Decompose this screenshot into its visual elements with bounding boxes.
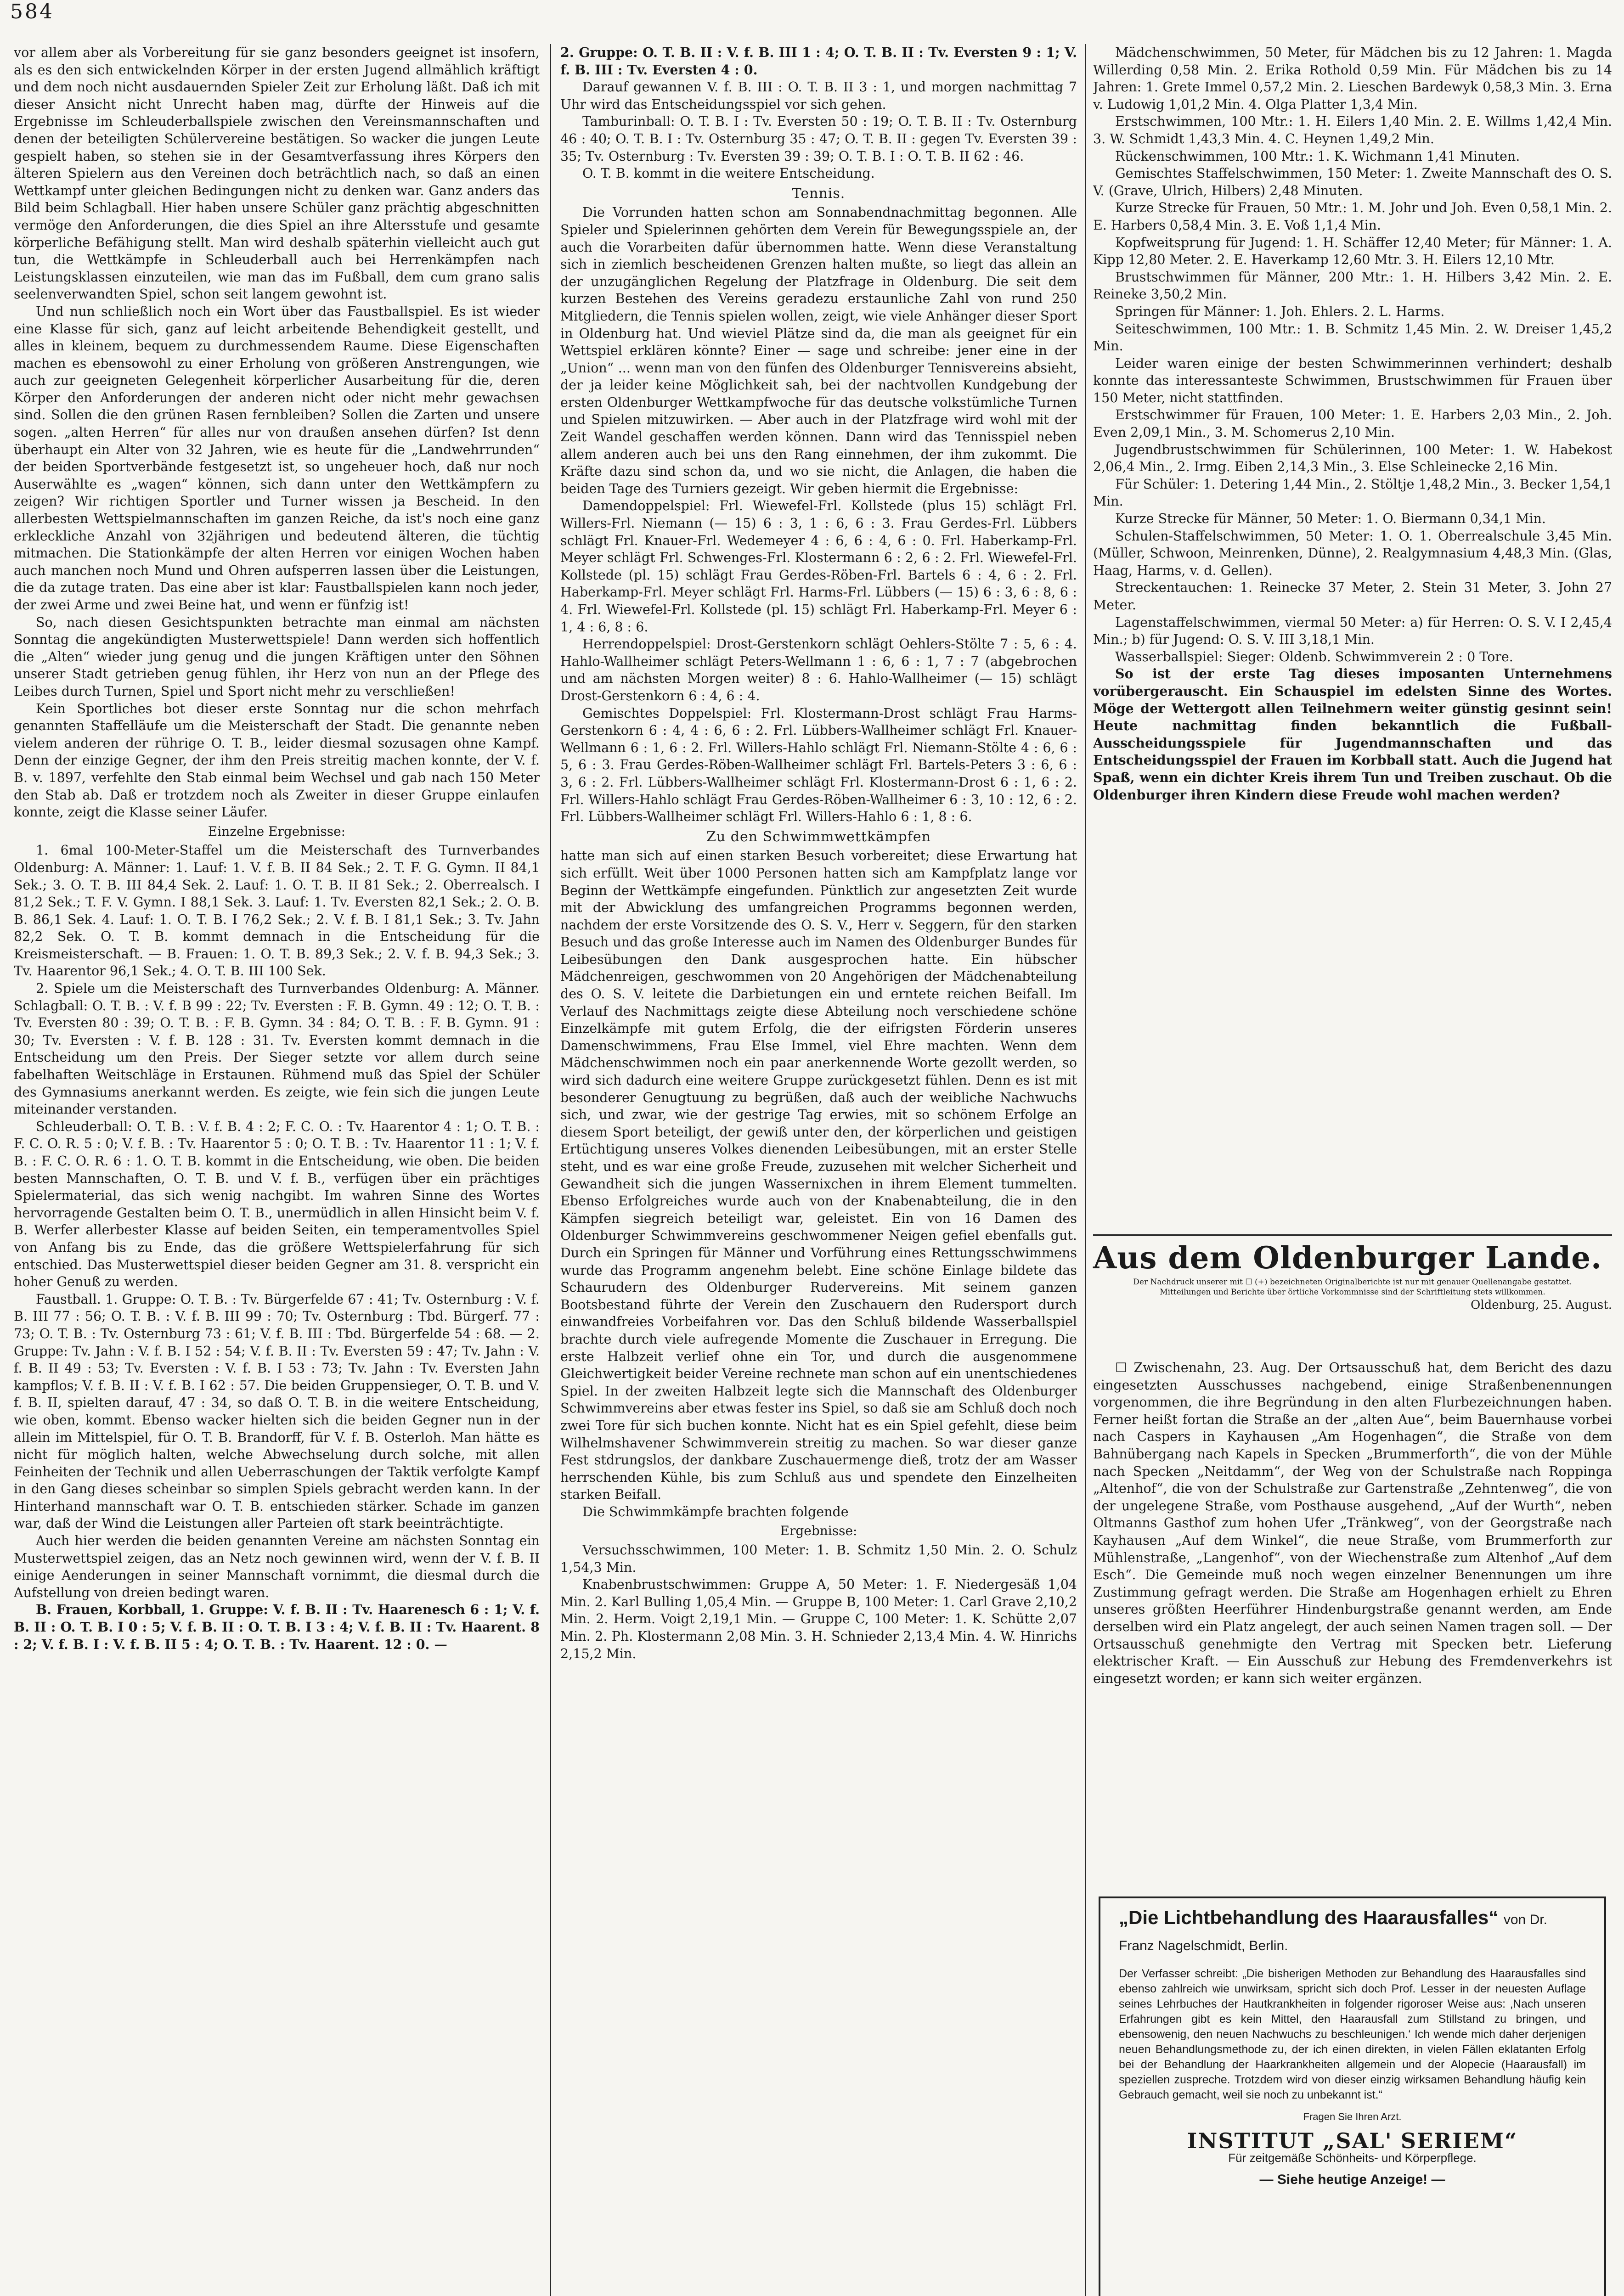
paragraph: Und nun schließlich noch ein Wort über das Faustballspiel. Es ist wieder eine Klasse für sich, ganz auf leicht arbeitende Behendigkeit gestellt, und alles in kleinem, bequem zu durchmessendem Raume. Diese Eigenschaften machen es ebensowohl zu einer Erholung von größeren Anstrengungen, wie auch zur geeigneten Gelegenheit körperlicher Ausarbeitung für die, deren Körper den Anforderungen der anderen nicht oder nicht mehr gewachsen sind. Sollen die den grünen Rasen fernbleiben? Sollen die Zarten und unsere sogen. „alten Herren“ für alles nur von draußen ansehen dürfen? Ist denn überhaupt ein Alter von 32 Jahren, wie es heute für die „Landwehrrunden“ der beiden Sportverbände festgesetzt ist, so ungeheuer hoch, daß nur noch Auserwählte es „wagen“ können, sich dann unter den Wettkämpfern zu zeigen? Wir richtigen Sportler und Turner wissen ja Bescheid. In den allerbesten Wettspielmannschaften im ganzen Reiche, da ist's noch eine ganz erkleckliche Anzahl von 32jährigen und bedeutend älteren, die tüchtig mitmachen. Die Stationkämpfe der alten Herren vor einigen Wochen haben auch manchen noch Mund und Ohren aufsperren lassen über die Leistungen, die da zutage traten. Das eine aber ist klar: Faustballspielen kann noch jeder, der zwei Arme und zwei Beine hat, und wenn er fünfzig ist! [14,304,540,613]
ad-title-author: von Dr. Franz Nagelschmidt, Berlin. [1119,1912,1547,1953]
dateline: Oldenburg, 25. August. [1471,1298,1612,1312]
result-paragraph: Schulen-Staffelschwimmen, 50 Meter: 1. O. 1. Oberrealschule 3,45 Min. (Müller, Schwoon, Meinrenken, Dünne), 2. Realgymnasium 4,48,3 Min. (Glas, Haag, Harms, v. d. Gellen). [1093,528,1612,578]
ad-institute-name: INSTITUT „SAL' SERIEM“ [1187,2128,1518,2153]
result-paragraph: 2. Spiele um die Meisterschaft des Turnverbandes Oldenburg: A. Männer. Schlagball: O. T. B. : V. f. B 99 : 22; Tv. Eversten : F. B. Gymn. 49 : 12; O. T. B. : Tv. Eversten 80 : 39; O. T. B. : F. B. Gymn. 34 : 84; O. T. B. : F. B. Gymn. 91 : 30; Tv. Eversten : V. f. B. 128 : 31. Tv. Eversten kommt demnach in die Entscheidung um den Preis. Der Sieger setzte vor allem durch seine fabelhaften Weitschläge in Erstaunen. Rühmend muß das Spiel der Schüler des Gymnasiums anerkannt werden. Es zeigte, wie fein sich die jungen Leute miteinander verstanden. [14,981,540,1117]
section-heading-swimming: Zu den Schwimmwettkämpfen [706,828,931,845]
result-paragraph: 1. 6mal 100-Meter-Staffel um die Meisterschaft des Turnverbandes Oldenburg: A. Männer: 1. Lauf: 1. V. f. B. II 84 Sek.; 2. T. F. G. Gymn. II 84,1 Sek.; 3. O. T. B. III 84,4 Sek. 2. Lauf: 1. O. T. B. II 81 Sek.; 2. Oberrealsch. I 81,2 Sek.; T. F. V. Gymn. I 88,1 Sek. 3. Lauf: 1. Tv. Eversten 82,1 Sek.; 2. O. B. B. 86,1 Sek. 4. Lauf: 1. O. T. B. I 76,2 Sek.; 2. V. f. B. I 81,1 Sek.; 3. Tv. Jahn 82,2 Sek. O. T. B. kommt demnach in die Entscheidung für die Kreismeisterschaft. — B. Frauen: 1. O. T. B. 89,3 Sek.; 2. V. f. B. 94,3 Sek.; 3. Tv. Haarentor 96,1 Sek.; 4. O. T. B. III 100 Sek. [14,843,540,979]
advertisement-box [1099,1896,1606,2296]
paragraph: So ist der erste Tag dieses imposanten Unternehmens vorübergerauscht. Ein Schauspiel im edelsten Sinne des Wortes. Möge der Wettergott allen Teilnehmern weiter günstig gesinnt sein! Heute nachmittag finden bekanntlich die Fußball-Ausscheidungsspiele für Jugendmannschaften und das Entscheidungsspiel der Frauen im Korbball statt. Auch die Jugend hat Spaß, wenn ein dichter Kreis ihrem Tun und Treiben zuschaut. Ob die Oldenburger ihren Kindern diese Freude wohl machen werden? [1093,666,1612,803]
paragraph: Darauf gewannen V. f. B. III : O. T. B. II 3 : 1, und morgen nachmittag 7 Uhr wird das Entscheidungsspiel vor sich gehen. [560,79,1077,112]
paragraph: ☐ Zwischenahn, 23. Aug. Der Ortsausschuß hat, dem Bericht des dazu eingesetzten Ausschusses nachgebend, einige Straßenbenennungen vorgenommen, die ihre Begründung in den alten Flurbezeichnungen haben. Ferner heißt fortan die Straße an der „alten Aue“, beim Bauernhause vorbei nach Caspers in Kayhausen „Am Hogenhagen“, die Straße von dem Bahnübergang nach Kapels in Specken „Brummerforth“, die von der Mühle nach Specken „Neitdamm“, der Weg von der Schulstraße nach Roppinga „Altenhof“, die von der Schulstraße zur Gartenstraße „Zehntenweg“, die von der ungelegene Straße, vom Posthause ausgehend, „Auf der Wurth“, neben Oltmanns Gasthof zum hohen Ufer „Tränkweg“, von der Georgstraße nach Kayhausen „Auf dem Winkel“, die neue Straße, vom Brummerforth zur Mühlenstraße, „Langenhof“, von der Wiechenstraße zum Altenhof „Auf dem Esch“. Die Gemeinde muß noch wegen einzelner Benennungen um ihre Zustimmung gefragt werden. Die Straße am Hogenhagen erhielt zu Ehren unseres größten Heerführer Hindenburgstraße genannt werden, am Ende derselben wird ein Platz angelegt, der auch seinen Namen tragen soll. — Der Ortsausschuß genehmigte den Vertrag mit Specken betr. Lieferung elektrischer Kraft. — Ein Ausschuß zur Hebung des Fremdenverkehrs ist eingesetzt worden; er kann sich weiter ergänzen. [1093,1360,1612,1686]
result-paragraph: Brustschwimmen für Männer, 200 Mtr.: 1. H. Hilbers 3,42 Min. 2. E. Reineke 3,50,2 Min. [1093,269,1612,302]
article-column-1 [14,44,540,2296]
result-paragraph: 2. Gruppe: O. T. B. II : V. f. B. III 1 : 4; O. T. B. II : Tv. Eversten 9 : 1; V. f. B. III : Tv. Eversten 4 : 0. [560,45,1077,78]
result-paragraph: Gemischtes Doppelspiel: Frl. Klostermann-Drost schlägt Frau Harms-Gerstenkorn 6 : 4, 4 : 6, 6 : 2. Frl. Lübbers-Wallheimer schlägt Frl. Knauer-Wellmann 6 : 1, 6 : 2. Frl. Willers-Hahlo schlägt Frl. Niemann-Stölte 4 : 6, 6 : 5, 6 : 3. Frau Gerdes-Röben-Wallheimer schlägt Frl. Bartels-Peters 3 : 6, 6 : 3, 6 : 2. Frl. Lübbers-Wallheimer schlägt Frl. Klostermann-Drost 6 : 1, 6 : 2. Frl. Willers-Hahlo schlägt Frau Gerdes-Röben-Wallheimer 6 : 3, 10 : 12, 6 : 2. Frl. Lübbers-Wallheimer schlägt Frl. Willers-Hahlo 6 : 1, 8 : 6. [560,705,1077,825]
result-paragraph: Jugendbrustschwimmen für Schülerinnen, 100 Meter: 1. W. Habekost 2,06,4 Min., 2. Irmg. Eiben 2,14,3 Min., 3. Else Schleinecke 2,16 Min. [1093,442,1612,475]
paragraph: Auch hier werden die beiden genannten Vereine am nächsten Sonntag ein Musterwettspiel zeigen, das an Netz noch gewinnen wird, wenn der V. f. B. II einige Aenderungen in seiner Mannschaft vornimmt, die diesmal durch die Aufstellung von dreien bedingt waren. [14,1533,540,1600]
result-paragraph: Springen für Männer: 1. Joh. Ehlers. 2. L. Harms. [1115,304,1445,319]
result-paragraph: Lagenstaffelschwimmen, viermal 50 Meter: a) für Herren: O. S. V. I 2,45,4 Min.; b) für Jugend: O. S. V. III 3,18,1 Min. [1093,614,1612,647]
ad-body: Der Verfasser schreibt: „Die bisherigen Methoden zur Behandlung des Haarausfalles sind ebenso zahlreich wie unwirksam, spricht sich doch Prof. Lesser in der neuesten Auflage seines Lehrbuches der Hautkrankheiten in folgender rigoroser Weise aus: ‚Nach unseren Erfahrungen gibt es kein Mittel, den Haarausfall zum Stillstand zu bringen, und ebensowenig, den neuen Nachwuchs zu beschleunigen.‘ Ich wende mich daher derjenigen neuen Behandlungsmethode zu, der ich einen direkten, in vielen Fällen eklatanten Erfolg bei der Behandlung der Haarkrankheiten allgemein und der Alopecie (Haarausfall) im speziellen zuspreche. Trotzdem wird von dieser einzig wirksamen Behandlung häufig kein Gebrauch gemacht, weil sie noch zu unbekannt ist.“ [1119,1967,1586,2101]
paragraph: Die Schwimmkämpfe brachten folgende [582,1504,849,1519]
paragraph: So, nach diesen Gesichtspunkten betrachte man einmal am nächsten Sonntag die angekündigten Musterwettspiele! Dann werden sich hoffentlich die „Alten“ wieder jung genug und die jungen Kräftigen unter den Söhnen unserer Stadt getrieben genug fühlen, ihr Herz von nun an der Pflege des Leibes durch Turnen, Spiel und Sport nicht mehr zu verschließen! [14,614,540,699]
ad-institute-tagline: Für zeitgemäße Schönheits- und Körperpflege. [1228,2151,1477,2165]
result-paragraph: B. Frauen, Korbball, 1. Gruppe: V. f. B. II : Tv. Haarenesch 6 : 1; V. f. B. II : O. T. B. I 0 : 5; V. f. B. II : O. T. B. I 3 : 4; V. f. B. II : Tv. Haarent. 8 : 2; V. f. B. I : V. f. B. II 5 : 4; O. T. B. : Tv. Haarent. 12 : 0. — [14,1602,540,1652]
subheading: Einzelne Ergebnisse: [208,823,346,839]
reprint-note: Der Nachdruck unserer mit ☐ (+) bezeichneten Originalberichte ist nur mit genauer Quellenangabe gestattet. Mitteilungen und Berichte über örtliche Vorkommnisse sind der Schriftleitung stets willkommen. [1133,1277,1572,1297]
paragraph: Kein Sportliches bot dieser erste Sonntag nur die schon mehrfach genannten Staffelläufe um die Meisterschaft der Stadt. Die genannte neben vielem anderen der rührige O. T. B., leider diesmal sozusagen ohne Kampf. Denn der einzige Gegner, der ihm den Preis streitig machen konnte, der V. f. B. v. 1897, verfehlte den Stab einmal beim Wechsel und gab nach 150 Meter den Stab ab. Daß er trotzdem noch als Zweiter in dieser Gruppe einlaufen konnte, zeigt die Klasse seiner Läufer. [14,701,540,820]
paragraph: Die Vorrunden hatten schon am Sonnabendnachmittag begonnen. Alle Spieler und Spielerinnen gehörten dem Verein für Bewegungsspiele an, der auch die Vorarbeiten dafür übernommen hatte. Wenn diese Veranstaltung sich in ziemlich bescheidenen Grenzen halten mußte, so liegt das allein an der unzugänglichen Regelung der Platzfrage in Oldenburg. Die seit dem kurzen Bestehen des Vereins geradezu erstaunliche Zahl von rund 250 Mitgliedern, die Tennis spielen wollen, zeigt, wie viele Anhänger dieser Sport in Oldenburg hat. Und wieviel Plätze sind da, die man als geeignet für ein Wettspiel erklären könnte? Einer — sage und schreibe: jener eine in der „Union“ ... wenn man von den fünfen des Oldenburger Tennisvereins absieht, der ja leider keine Möglichkeit sah, bei der nachtvollen Kundgebung der ersten Oldenburger Wettkampfwoche für das deutsche volkstümliche Turnen und Spielen mitzuwirken. — Aber auch in der Platzfrage wird wohl mit der Zeit Wandel geschaffen werden können. Dann wird das Tennisspiel neben allem anderen auch bei uns den Rang einnehmen, der ihm zukommt. Die Kräfte dazu sind schon da, und wo sie nicht, die Anlagen, die haben die beiden Tage des Turniers gezeigt. Wir geben hiermit die Ergebnisse: [560,205,1077,496]
section-header [1093,1234,1612,1312]
ad-ask-doctor: Fragen Sie Ihren Arzt. [1303,2111,1402,2122]
result-paragraph: Versuchsschwimmen, 100 Meter: 1. B. Schmitz 1,50 Min. 2. O. Schulz 1,54,3 Min. [560,1542,1077,1575]
subheading: Ergebnisse: [780,1523,857,1539]
section-title: Aus dem Oldenburger Lande. [1093,1240,1602,1276]
paragraph: vor allem aber als Vorbereitung für sie ganz besonders geeignet ist insofern, als es den sich entwickelnden Körper in der ersten Jugend allmählich kräftigt und dem noch nicht ausdauernden Spieler Zeit zur Erholung läßt. Daß ich mit dieser Ansicht nicht Unrecht haben mag, dürfte der Hinweis auf die Ergebnisse im Schleuderballspiele zwischen den Vereinsmannschaften und denen der beteiligten Schülervereine bestätigen. So wacker die jungen Leute gespielt haben, so stehen sie in der Gesamtverfassung ihres Körpers den älteren Spielern aus den Vereinen doch beträchtlich nach, so daß an einen Wettkampf unter gleichen Bedingungen nicht zu denken war. Ganz anders das Bild beim Schlagball. Hier haben unsere Schüler ganz prächtig abgeschnitten vermöge den Anforderungen, die dies Spiel an ihre Altersstufe und gesamte körperliche Befähigung stellt. Man wird deshalb späterhin vielleicht auch gut tun, die Wettkämpfe in Schleuderball auch bei Herrenkämpfen nach Leistungsklassen einzuteilen, wie man das im Fußball, dem cum grano salis seelenverwandten Spiel, schon seit langem gewohnt ist. [14,45,540,302]
result-paragraph: Seiteschwimmen, 100 Mtr.: 1. B. Schmitz 1,45 Min. 2. W. Dreiser 1,45,2 Min. [1093,321,1612,354]
regional-news [1093,1359,1612,1864]
result-paragraph: Kurze Strecke für Männer, 50 Meter: 1. O. Biermann 0,34,1 Min. [1115,511,1546,527]
paragraph: O. T. B. kommt in die weitere Entscheidung. [582,166,875,181]
result-paragraph: Schleuderball: O. T. B. : V. f. B. 4 : 2; F. C. O. : Tv. Haarentor 4 : 1; O. T. B. : F. C. O. R. 5 : 0; V. f. B. : Tv. Haarentor 5 : 0; O. T. B. : Tv. Haarentor 11 : 1; V. f. B. : F. C. O. R. 6 : 1. O. T. B. kommt in die Entscheidung, wie oben. Die beiden besten Mannschaften, O. T. B. und V. f. B., verfügen über ein prächtiges Spielermaterial, das sich wenig nachgibt. Im wahren Sinne des Wortes hervorragende Gestalten beim O. T. B., unermüdlich in allen Hinsicht beim V. f. B. Werfer allerbester Klasse auf beiden Seiten, ein temperamentvolles Spiel von Anfang bis zu Ende, das die größere Wettspielerfahrung für sich entschied. Das Musterwettspiel dieser beiden Gegner am 31. 8. verspricht ein hoher Genuß zu werden. [14,1119,540,1290]
result-paragraph: Erstschwimmen, 100 Mtr.: 1. H. Eilers 1,40 Min. 2. E. Willms 1,42,4 Min. 3. W. Schmidt 1,43,3 Min. 4. C. Heynen 1,49,2 Min. [1093,114,1612,146]
column-rule [550,44,551,2296]
result-paragraph: Kurze Strecke für Frauen, 50 Mtr.: 1. M. Johr und Joh. Even 0,58,1 Min. 2. E. Harbers 0,58,4 Min. 3. E. Voß 1,1,4 Min. [1093,200,1612,233]
result-paragraph: Tamburinball: O. T. B. I : Tv. Eversten 50 : 19; O. T. B. II : Tv. Osternburg 46 : 40; O. T. B. I : Tv. Osternburg 35 : 47; O. T. B. II : gegen Tv. Eversten 39 : 35; Tv. Osternburg : Tv. Eversten 39 : 39; O. T. B. I : O. T. B. II 62 : 46. [560,114,1077,164]
paragraph: Leider waren einige der besten Schwimmerinnen verhindert; deshalb konnte das interessanteste Schwimmen, Brustschwimmen für Frauen über 150 Meter, nicht stattfinden. [1093,355,1612,405]
ad-title-main: „Die Lichtbehandlung des Haarausfalles“ [1119,1907,1499,1928]
result-paragraph: Gemischtes Staffelschwimmen, 150 Meter: 1. Zweite Mannschaft des O. S. V. (Grave, Ulrich, Hilbers) 2,48 Minuten. [1093,166,1612,198]
result-paragraph: Kopfweitsprung für Jugend: 1. H. Schäffer 12,40 Meter; für Männer: 1. A. Kipp 12,80 Meter. 2. E. Haverkamp 12,60 Mtr. 3. H. Eilers 12,10 Mtr. [1093,235,1612,268]
result-paragraph: Herrendoppelspiel: Drost-Gerstenkorn schlägt Oehlers-Stölte 7 : 5, 6 : 4. Hahlo-Wallheimer schlägt Peters-Wellmann 1 : 6, 6 : 1, 7 : 7 (abgebrochen und am nächsten Morgen weiter) 8 : 6. Hahlo-Wallheimer (— 15) schlägt Drost-Gerstenkorn 6 : 4, 6 : 4. [560,636,1077,703]
result-paragraph: Damendoppelspiel: Frl. Wiewefel-Frl. Kollstede (plus 15) schlägt Frl. Willers-Frl. Niemann (— 15) 6 : 3, 1 : 6, 6 : 3. Frau Gerdes-Frl. Lübbers schlägt Frl. Knauer-Frl. Wedemeyer 4 : 6, 6 : 4, 6 : 0. Frl. Haberkamp-Frl. Meyer schlägt Frl. Schwenges-Frl. Klostermann 6 : 2, 6 : 2. Frl. Wiewefel-Frl. Kollstede (pl. 15) schlägt Frau Gerdes-Röben-Frl. Bartels 6 : 4, 6 : 2. Frl. Haberkamp-Frl. Meyer schlägt Frl. Harms-Frl. Lübbers (— 15) 6 : 3, 6 : 8, 6 : 4. Frl. Wiewefel-Frl. Kollstede (pl. 15) schlägt Frl. Haberkamp-Frl. Meyer 6 : 1, 4 : 6, 8 : 6. [560,498,1077,635]
paragraph: hatte man sich auf einen starken Besuch vorbereitet; diese Erwartung hat sich erfüllt. Weit über 1000 Personen hatten sich am Kampfplatz lange vor Beginn der Wettkämpfe eingefunden. Pünktlich zur angesetzten Zeit wurde mit der Abwicklung des umfangreichen Programms begonnen werden, nachdem der erste Vorsitzende des O. S. V., Herr v. Seggern, für den starken Besuch und das große Interesse auch im Namen des Oldenburger Bundes für Leibesübungen den Dank ausgesprochen hatte. Ein hübscher Mädchenreigen, geschwommen von 20 Angehörigen der Mädchenabteilung des O. S. V. leitete die Darbietungen ein und erntete reichen Beifall. Im Verlauf des Nachmittags zeigte diese Abteilung noch verschiedene schöne Einzelkämpfe mit gutem Erfolg, die der eifrigsten Förderin unseres Damenschwimmens, Frau Else Immel, viel Ehre machten. Wenn dem Mädchenschwimmen noch ein paar anerkennende Worte gezollt werden, so wird sich dadurch eine weitere Gruppe zurückgesetzt fühlen. Denn es ist mit besonderer Genugtuung zu begrüßen, daß auch der weibliche Nachwuchs sich, und zwar, wie der gestrige Tag erwies, mit so schönem Erfolge an diesem Sport beteiligt, der gewiß unter den, der körperlichen und geistigen Ertüchtigung unseres Volkes dienenden Leibesübungen, mit an erster Stelle steht, und es war eine große Freude, zuzusehen mit welcher Sicherheit und Gewandheit sich die jungen Wassernixchen in ihrem Element tummelten. Ebenso Erfolgreiches wurde auch von der Knabenabteilung, die in den Kämpfen siegreich beteiligt war, geleistet. Ein von 16 Damen des Oldenburger Schwimmvereins geschwommener Neigen gefiel ebenfalls gut. Durch ein Springen für Männer und Vorführung eines Rettungsschwimmens wurde das Programm angenehm belebt. Eine schöne Einlage bildete das Schaurudern des Oldenburger Rudervereins. Mit seinem ganzen Bootsbestand führte der Verein den Zuschauern den Rudersport durch einwandfreies Vorbeifahren vor. Das den Schluß bildende Wasserballspiel brachte durch viele aufregende Momente die Zuschauer in Erregung. Die erste Halbzeit verlief ohne ein Tor, und durch die ausgenommene Gleichwertigkeit beider Vereine rechnete man schon auf ein unentschiedenes Spiel. In der zweiten Halbzeit legte sich die Mannschaft des Oldenburger Schwimmvereins aber etwas fester ins Spiel, so daß sie am Schluß doch noch zwei Tore für sich buchen konnte. Nicht hat es ein Spiel gefehlt, diese beim Wilhelmshavener Schwimmverein streitig zu machen. So war dieser ganze Fest stdrungslos, der dankbare Zuschauermenge dieß, trotz der am Wasser herrschenden Kühle, bis zum Schluß aus und spendete den Einzelheiten starken Beifall. [560,848,1077,1503]
article-column-2 [560,44,1077,2296]
section-heading-tennis: Tennis. [792,185,846,202]
result-paragraph: Wasserballspiel: Sieger: Oldenb. Schwimmverein 2 : 0 Tore. [1115,649,1513,664]
page-number: 584 [10,0,54,23]
result-paragraph: Knabenbrustschwimmen: Gruppe A, 50 Meter: 1. F. Niedergesäß 1,04 Min. 2. Karl Bulling 1,05,4 Min. — Gruppe B, 100 Meter: 1. Carl Grave 2,10,2 Min. 2. Herm. Voigt 2,19,1 Min. — Gruppe C, 100 Meter: 1. K. Schütte 2,07 Min. 2. Ph. Klostermann 2,08 Min. 3. H. Schnieder 2,13,4 Min. 4. W. Hinrichs 2,15,2 Min. [560,1577,1077,1661]
result-paragraph: Streckentauchen: 1. Reinecke 37 Meter, 2. Stein 31 Meter, 3. John 27 Meter. [1093,580,1612,613]
column-rule [1085,44,1086,2296]
result-paragraph: Mädchenschwimmen, 50 Meter, für Mädchen bis zu 12 Jahren: 1. Magda Willerding 0,58 Min. 2. Erika Rothold 0,59 Min. Für Mädchen bis zu 14 Jahren: 1. Grete Immel 0,57,2 Min. 2. Lieschen Bardewyk 0,58,3 Min. 3. Erna v. Ludowig 1,01,2 Min. 4. Olga Platter 1,3,4 Min. [1093,45,1612,112]
ad-title [1119,1906,1586,1958]
ad-call-to-action: — Siehe heutige Anzeige! — [1259,2172,1445,2187]
result-paragraph: Faustball. 1. Gruppe: O. T. B. : Tv. Bürgerfelde 67 : 41; Tv. Osternburg : V. f. B. III 77 : 56; O. T. B. : V. f. B. III 99 : 70; Tv. Osternburg : Tbd. Bürgerf. 77 : 73; O. T. B. : Tv. Osternburg 73 : 61; V. f. B. III : Tbd. Bürgerfelde 54 : 68. — 2. Gruppe: Tv. Jahn : V. f. B. I 52 : 54; V. f. B. II : Tv. Eversten 59 : 47; Tv. Jahn : V. f. B. II 49 : 53; Tv. Eversten : V. f. B. I 53 : 73; Tv. Jahn : Tv. Eversten Jahn kampflos; V. f. B. II : V. f. B. I 62 : 57. Die beiden Gruppensieger, O. T. B. und V. f. B. II, spielten darauf, 47 : 34, so daß O. T. B. in die weitere Entscheidung, wie oben, kommt. Ebenso wacker hielten sich die beiden Gegner nun in der allein im Mittelspiel, für O. T. B. Brandorff, für V. f. B. Osterloh. Man hätte es nicht für möglich halten, welche Abwechselung durch solche, mit allen Feinheiten der Technik und allen Ueberraschungen der Taktik verfolgte Kampf in den Gang dieses scheinbar so simplen Spiels gebracht werden kann. In der Hinterhand mannschaft war O. T. B. entschieden stärker. Schade im ganzen war, daß der Wind die Leistungen aller Parteien oft stark beeinträchtigte. [14,1291,540,1531]
result-paragraph: Für Schüler: 1. Detering 1,44 Min., 2. Stöltje 1,48,2 Min., 3. Becker 1,54,1 Min. [1093,476,1612,509]
result-paragraph: Erstschwimmer für Frauen, 100 Meter: 1. E. Harbers 2,03 Min., 2. Joh. Even 2,09,1 Min., 3. M. Schomerus 2,10 Min. [1093,407,1612,440]
article-column-3 [1093,44,1612,1266]
result-paragraph: Rückenschwimmen, 100 Mtr.: 1. K. Wichmann 1,41 Minuten. [1115,148,1520,164]
